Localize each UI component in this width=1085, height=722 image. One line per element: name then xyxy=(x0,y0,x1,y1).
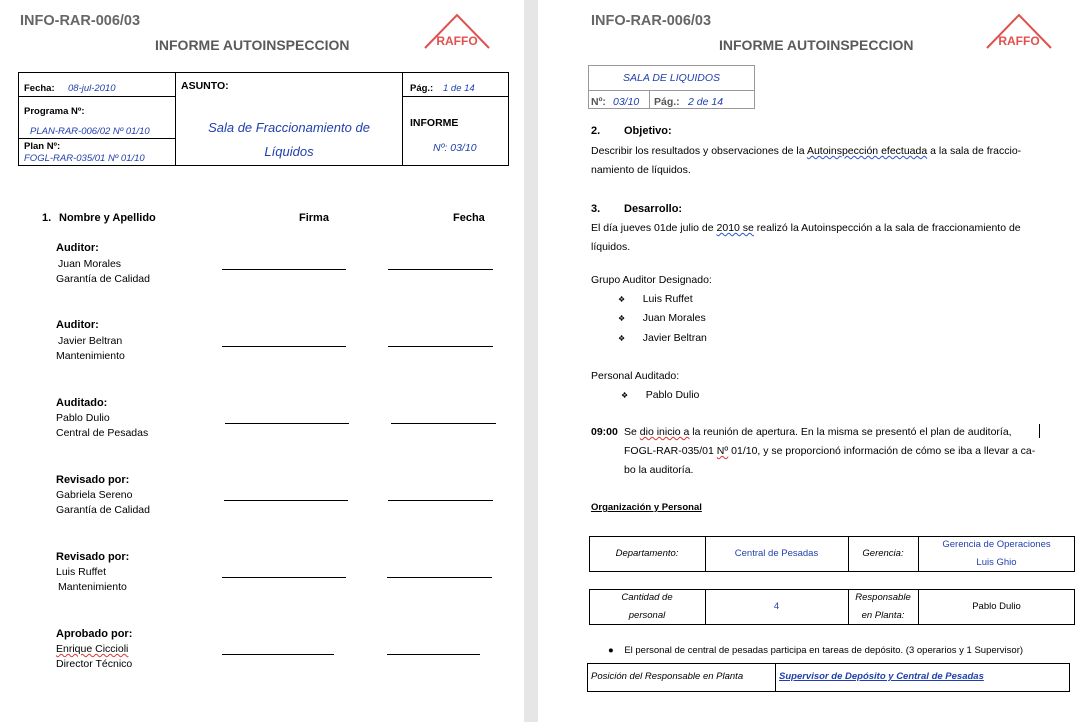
signature-area: Garantía de Calidad xyxy=(56,273,150,285)
signature-name: Pablo Dulio xyxy=(56,412,110,424)
meeting-text-line-2: FOGL-RAR-035/01 Nº 01/10, y se proporcionó información de cómo se iba a llevar a ca- xyxy=(624,445,1036,457)
firma-line xyxy=(224,500,348,501)
cantidad-value: 4 xyxy=(773,601,780,612)
bullet-item: ● El personal de central de pesadas participa en tareas de depósito. (3 operarios y 1 Supervisor) xyxy=(608,645,1024,656)
raffo-logo xyxy=(421,12,493,52)
responsable-value: Pablo Dulio xyxy=(972,601,1021,612)
fecha-column-header: Fecha xyxy=(453,212,485,224)
firma-line xyxy=(222,269,346,270)
plan-value: FOGL-RAR-035/01 Nº 01/10 xyxy=(24,153,145,164)
departamento-value: Central de Pesadas xyxy=(734,548,819,559)
posicion-value: Supervisor de Depósito y Central de Pesadas xyxy=(779,671,984,682)
signature-name: Luis Ruffet xyxy=(56,566,107,578)
responsable-label: Responsable en Planta: xyxy=(855,592,911,621)
list-item: ❖ Javier Beltran xyxy=(618,332,707,344)
fecha-line xyxy=(387,654,480,655)
asunto-line-1: Sala de Fraccionamiento de xyxy=(208,120,370,135)
objetivo-text-line-2: namiento de líquidos. xyxy=(591,164,691,176)
signature-role: Revisado por: xyxy=(56,551,130,563)
logo-text: RAFFO xyxy=(998,34,1040,48)
diamond-bullet-icon: ❖ xyxy=(618,295,626,304)
document-title: INFORME AUTOINSPECCION xyxy=(719,37,914,53)
list-item: ❖ Juan Morales xyxy=(618,312,706,324)
diamond-bullet-icon: ❖ xyxy=(618,334,626,343)
document-title: INFORME AUTOINSPECCION xyxy=(155,37,350,53)
asunto-line-2: Líquidos xyxy=(264,144,314,159)
signature-area: Garantía de Calidad xyxy=(56,504,150,516)
document-page-1 xyxy=(0,0,524,722)
org-heading: Organización y Personal xyxy=(591,502,702,513)
posicion-label: Posición del Responsable en Planta xyxy=(591,671,744,682)
fecha-label: Fecha: xyxy=(24,83,55,94)
informe-label: INFORME xyxy=(410,117,459,129)
signature-role: Auditor: xyxy=(56,242,99,254)
document-page-2 xyxy=(538,0,1085,722)
document-code: INFO-RAR-006/03 xyxy=(20,13,141,29)
desarrollo-text-line-1: El día jueves 01de julio de 2010 se realizó la Autoinspección a la sala de fraccionamiento de xyxy=(591,222,1021,234)
signature-area: Mantenimiento xyxy=(56,350,125,362)
bullet-icon: ● xyxy=(608,645,614,656)
list-item: ❖ Luis Ruffet xyxy=(618,293,693,305)
pag-label: Pág.: xyxy=(410,83,434,94)
cantidad-label: Cantidad de personal xyxy=(621,592,673,621)
desarrollo-text-line-2: líquidos. xyxy=(591,241,631,253)
signature-name: Gabriela Sereno xyxy=(56,489,133,501)
section-1-number: 1. xyxy=(42,212,52,224)
diamond-bullet-icon: ❖ xyxy=(618,314,626,323)
gerencia-label: Gerencia: xyxy=(862,548,904,559)
programa-value: PLAN-RAR-006/02 Nº 01/10 xyxy=(30,126,150,137)
fecha-value: 08-jul-2010 xyxy=(68,83,116,94)
objetivo-heading: Objetivo: xyxy=(624,125,672,137)
section-3-number: 3. xyxy=(591,203,601,215)
meeting-text-line-3: bo la auditoría. xyxy=(624,464,694,476)
pag-value: 2 de 14 xyxy=(688,96,724,108)
logo-text: RAFFO xyxy=(436,34,478,48)
gerente-name: Luis Ghio xyxy=(976,557,1017,568)
num-value: 03/10 xyxy=(613,96,640,108)
objetivo-text-line-1: Describir los resultados y observaciones de la Autoinspección efectuada a la sala de fraccio- xyxy=(591,145,1022,157)
text-cursor xyxy=(1039,424,1040,438)
gerencia-value xyxy=(918,536,1075,572)
plan-label: Plan Nº: xyxy=(24,141,61,152)
section-2-number: 2. xyxy=(591,125,601,137)
signature-role: Auditado: xyxy=(56,397,108,409)
signature-name: Enrique Ciccioli xyxy=(56,643,129,655)
fecha-line xyxy=(388,269,493,270)
fecha-line xyxy=(388,346,493,347)
document-code: INFO-RAR-006/03 xyxy=(591,13,712,29)
fecha-line xyxy=(391,423,496,424)
gerencia-name: Gerencia de Operaciones xyxy=(942,539,1051,550)
raffo-logo xyxy=(983,12,1055,52)
desarrollo-heading: Desarrollo: xyxy=(624,203,683,215)
departamento-label: Departamento: xyxy=(615,548,679,559)
subject-value: SALA DE LIQUIDOS xyxy=(622,72,721,84)
firma-line xyxy=(222,346,346,347)
firma-line xyxy=(225,423,349,424)
meeting-time: 09:00 xyxy=(591,426,618,438)
section-1-label: Nombre y Apellido xyxy=(59,212,156,224)
signature-area: Mantenimiento xyxy=(58,581,127,593)
signature-role: Revisado por: xyxy=(56,474,130,486)
grupo-auditor-label: Grupo Auditor Designado: xyxy=(591,274,712,286)
list-item: ❖ Pablo Dulio xyxy=(621,389,700,401)
informe-number: Nº: 03/10 xyxy=(433,142,477,154)
signature-name: Juan Morales xyxy=(58,258,122,270)
signature-name: Javier Beltran xyxy=(58,335,123,347)
signature-role: Auditor: xyxy=(56,319,99,331)
signature-area: Central de Pesadas xyxy=(56,427,149,439)
num-label: Nº: xyxy=(591,96,606,108)
meeting-text-line-1: Se dio inicio a la reunión de apertura. En la misma se presentó el plan de auditoría, xyxy=(624,426,1012,438)
fecha-line xyxy=(388,500,493,501)
personal-auditado-label: Personal Auditado: xyxy=(591,370,680,382)
asunto-label: ASUNTO: xyxy=(181,80,229,92)
signature-area: Director Técnico xyxy=(56,658,133,670)
firma-line xyxy=(222,654,334,655)
pag-label: Pág.: xyxy=(654,96,680,108)
programa-label: Programa Nº: xyxy=(24,106,85,117)
firma-line xyxy=(222,577,346,578)
firma-column-header: Firma xyxy=(299,212,329,224)
pag-value: 1 de 14 xyxy=(443,83,475,94)
diamond-bullet-icon: ❖ xyxy=(621,391,629,400)
signature-role: Aprobado por: xyxy=(56,628,133,640)
fecha-line xyxy=(387,577,492,578)
